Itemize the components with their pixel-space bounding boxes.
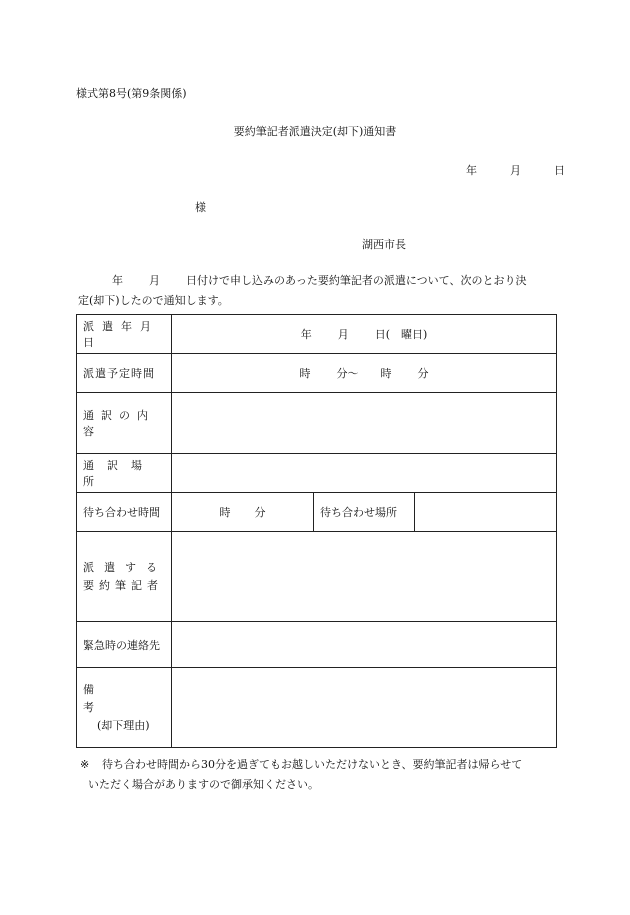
- label-scribe-line2: 要約筆記者: [83, 578, 163, 592]
- label-remarks: [77, 668, 172, 748]
- issue-year: 年: [466, 164, 477, 177]
- meeting-hour: 時: [219, 506, 231, 519]
- row-location: [77, 454, 557, 493]
- issue-date: [466, 162, 565, 178]
- dispatch-hour-end: 時: [380, 367, 392, 380]
- row-meeting: [77, 493, 557, 532]
- label-content: [77, 393, 172, 454]
- addressee-suffix: 様: [195, 201, 206, 214]
- row-emergency: [77, 622, 557, 668]
- label-emergency: [77, 622, 172, 668]
- form-number: 様式第8号(第9条関係): [76, 87, 187, 100]
- label-meeting-place: [314, 493, 415, 532]
- label-location-text: 通訳場所: [83, 459, 155, 488]
- issuer-name: 湖西市長: [362, 238, 406, 251]
- label-scribe: [77, 532, 172, 622]
- label-content-text: 通訳の内容: [83, 409, 155, 438]
- dispatch-minute-start: 分〜: [336, 367, 359, 380]
- footnote: [80, 755, 556, 795]
- row-dispatch-time: [77, 354, 557, 393]
- dispatch-day-weekday: 日( 曜日): [374, 328, 428, 341]
- label-meeting-place-text: 待ち合わせ場所: [320, 506, 397, 519]
- body-text-line1: 日付けで申し込みのあった要約筆記者の派遣について、次のとおり決: [186, 274, 527, 287]
- dispatch-year: 年: [300, 328, 312, 341]
- field-scribe[interactable]: [172, 532, 557, 622]
- footnote-line2: いただく場合がありますので御承知ください。: [88, 778, 319, 791]
- issue-month: 月: [510, 164, 521, 177]
- body-year: 年: [112, 274, 123, 287]
- field-remarks[interactable]: [172, 668, 557, 748]
- label-dispatch-time: [77, 354, 172, 393]
- label-dispatch-date: [77, 315, 172, 354]
- label-meeting-time-text: 待ち合わせ時間: [83, 506, 160, 519]
- dispatch-hour-start: 時: [299, 367, 311, 380]
- body-paragraph: [78, 271, 554, 311]
- field-meeting-time[interactable]: [172, 493, 314, 532]
- label-emergency-text: 緊急時の連絡先: [83, 638, 160, 652]
- field-location[interactable]: [172, 454, 557, 493]
- label-scribe-line1: 派遣する: [83, 560, 167, 574]
- issue-day: 日: [554, 164, 565, 177]
- row-scribe: [77, 532, 557, 622]
- footnote-line1: 待ち合わせ時間から30分を過ぎてもお越しいただけないとき、要約筆記者は帰らせて: [102, 758, 523, 771]
- row-dispatch-date: [77, 315, 557, 354]
- row-remarks: [77, 668, 557, 748]
- footnote-mark: ※: [80, 758, 90, 771]
- label-remarks-sub: (却下理由): [97, 718, 150, 732]
- dispatch-minute-end: 分: [417, 367, 429, 380]
- meeting-minute: 分: [254, 506, 266, 519]
- label-remarks-text: 備考: [83, 682, 140, 714]
- field-content[interactable]: [172, 393, 557, 454]
- label-location: [77, 454, 172, 493]
- label-meeting-time: [77, 493, 172, 532]
- field-dispatch-time[interactable]: [172, 354, 557, 393]
- document-title: 要約筆記者派遣決定(却下)通知書: [233, 125, 397, 138]
- body-text-line2: 定(却下)したので通知します。: [78, 294, 229, 307]
- field-dispatch-date[interactable]: [172, 315, 557, 354]
- label-dispatch-time-text: 派遣予定時間: [83, 367, 155, 380]
- row-content: [77, 393, 557, 454]
- body-month: 月: [149, 274, 160, 287]
- label-dispatch-date-text: 派遣年月日: [83, 320, 159, 349]
- field-emergency[interactable]: [172, 622, 557, 668]
- dispatch-month: 月: [337, 328, 349, 341]
- field-meeting-place[interactable]: [415, 493, 557, 532]
- dispatch-form-table: [76, 314, 557, 748]
